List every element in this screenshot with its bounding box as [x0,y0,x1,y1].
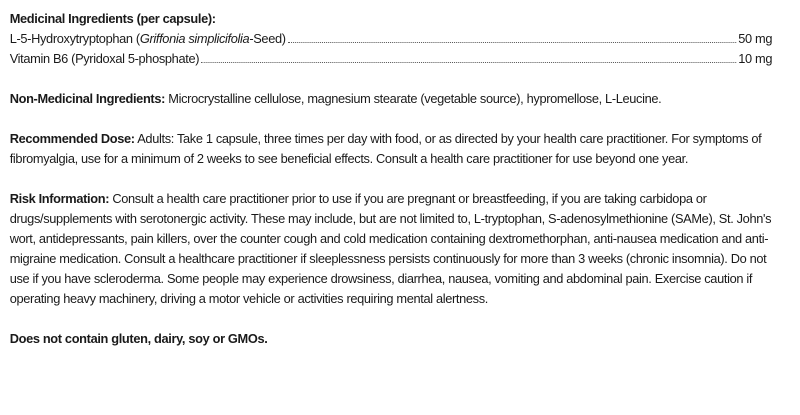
allergen-statement: Does not contain gluten, dairy, soy or GMOs. [9,331,268,346]
recommended-dose-text: Adults: Take 1 capsule, three times per day with food, or as directed by your health care practitioner. For symptoms of fibromyalgia, use for a minimum of 2 weeks to see beneficial effects. Consult a health care practitioner for use beyond one year. [9,131,762,166]
non-medicinal-text: Microcrystalline cellulose, magnesium stearate (vegetable source), hypromellose, L-Leucine. [168,91,662,106]
ingredient-amount: 10 mg [738,51,773,66]
risk-information [10,189,772,309]
non-medicinal-ingredients [10,89,772,109]
medicinal-ingredients-heading: Medicinal Ingredients (per capsule): [9,11,216,26]
dot-leader [288,41,737,43]
non-medicinal-label: Non-Medicinal Ingredients: [9,91,166,106]
ingredient-amount: 50 mg [738,31,773,46]
ingredient-name: Vitamin B6 (Pyridoxal 5-phosphate) [9,51,200,66]
botanical-name: Griffonia simplicifolia [139,31,250,46]
recommended-dose [10,129,772,169]
risk-information-label: Risk Information: [9,191,110,206]
ingredient-name: L-5-Hydroxytryptophan (Griffonia simplicifolia-Seed) [9,31,286,46]
dot-leader [201,61,736,63]
risk-information-text: Consult a health care practitioner prior to use if you are pregnant or breastfeeding, if you are taking carbidopa or drugs/supplements with serotonergic activity. These may include, but are not limited to, L-tryptophan, S-adenosylmethionine (SAMe), St. John's wort, antidepressants, pain killers, over the counter cough and cold medication containing dextromethorphan, anti-nausea medication and anti-migraine medication. Consult a healthcare practitioner if sleeplessness persists continuously for more than 3 weeks (chronic insomnia). Do not use if you have scleroderma. Some people may experience drowsiness, diarrhea, nausea, vomiting and abdominal pain. Exercise caution if operating heavy machinery, driving a motor vehicle or activities requiring mental alertness. [9,191,772,306]
ingredient-row-5htp [10,29,772,49]
ingredient-row-vitamin-b6 [10,49,772,69]
recommended-dose-label: Recommended Dose: [9,131,135,146]
